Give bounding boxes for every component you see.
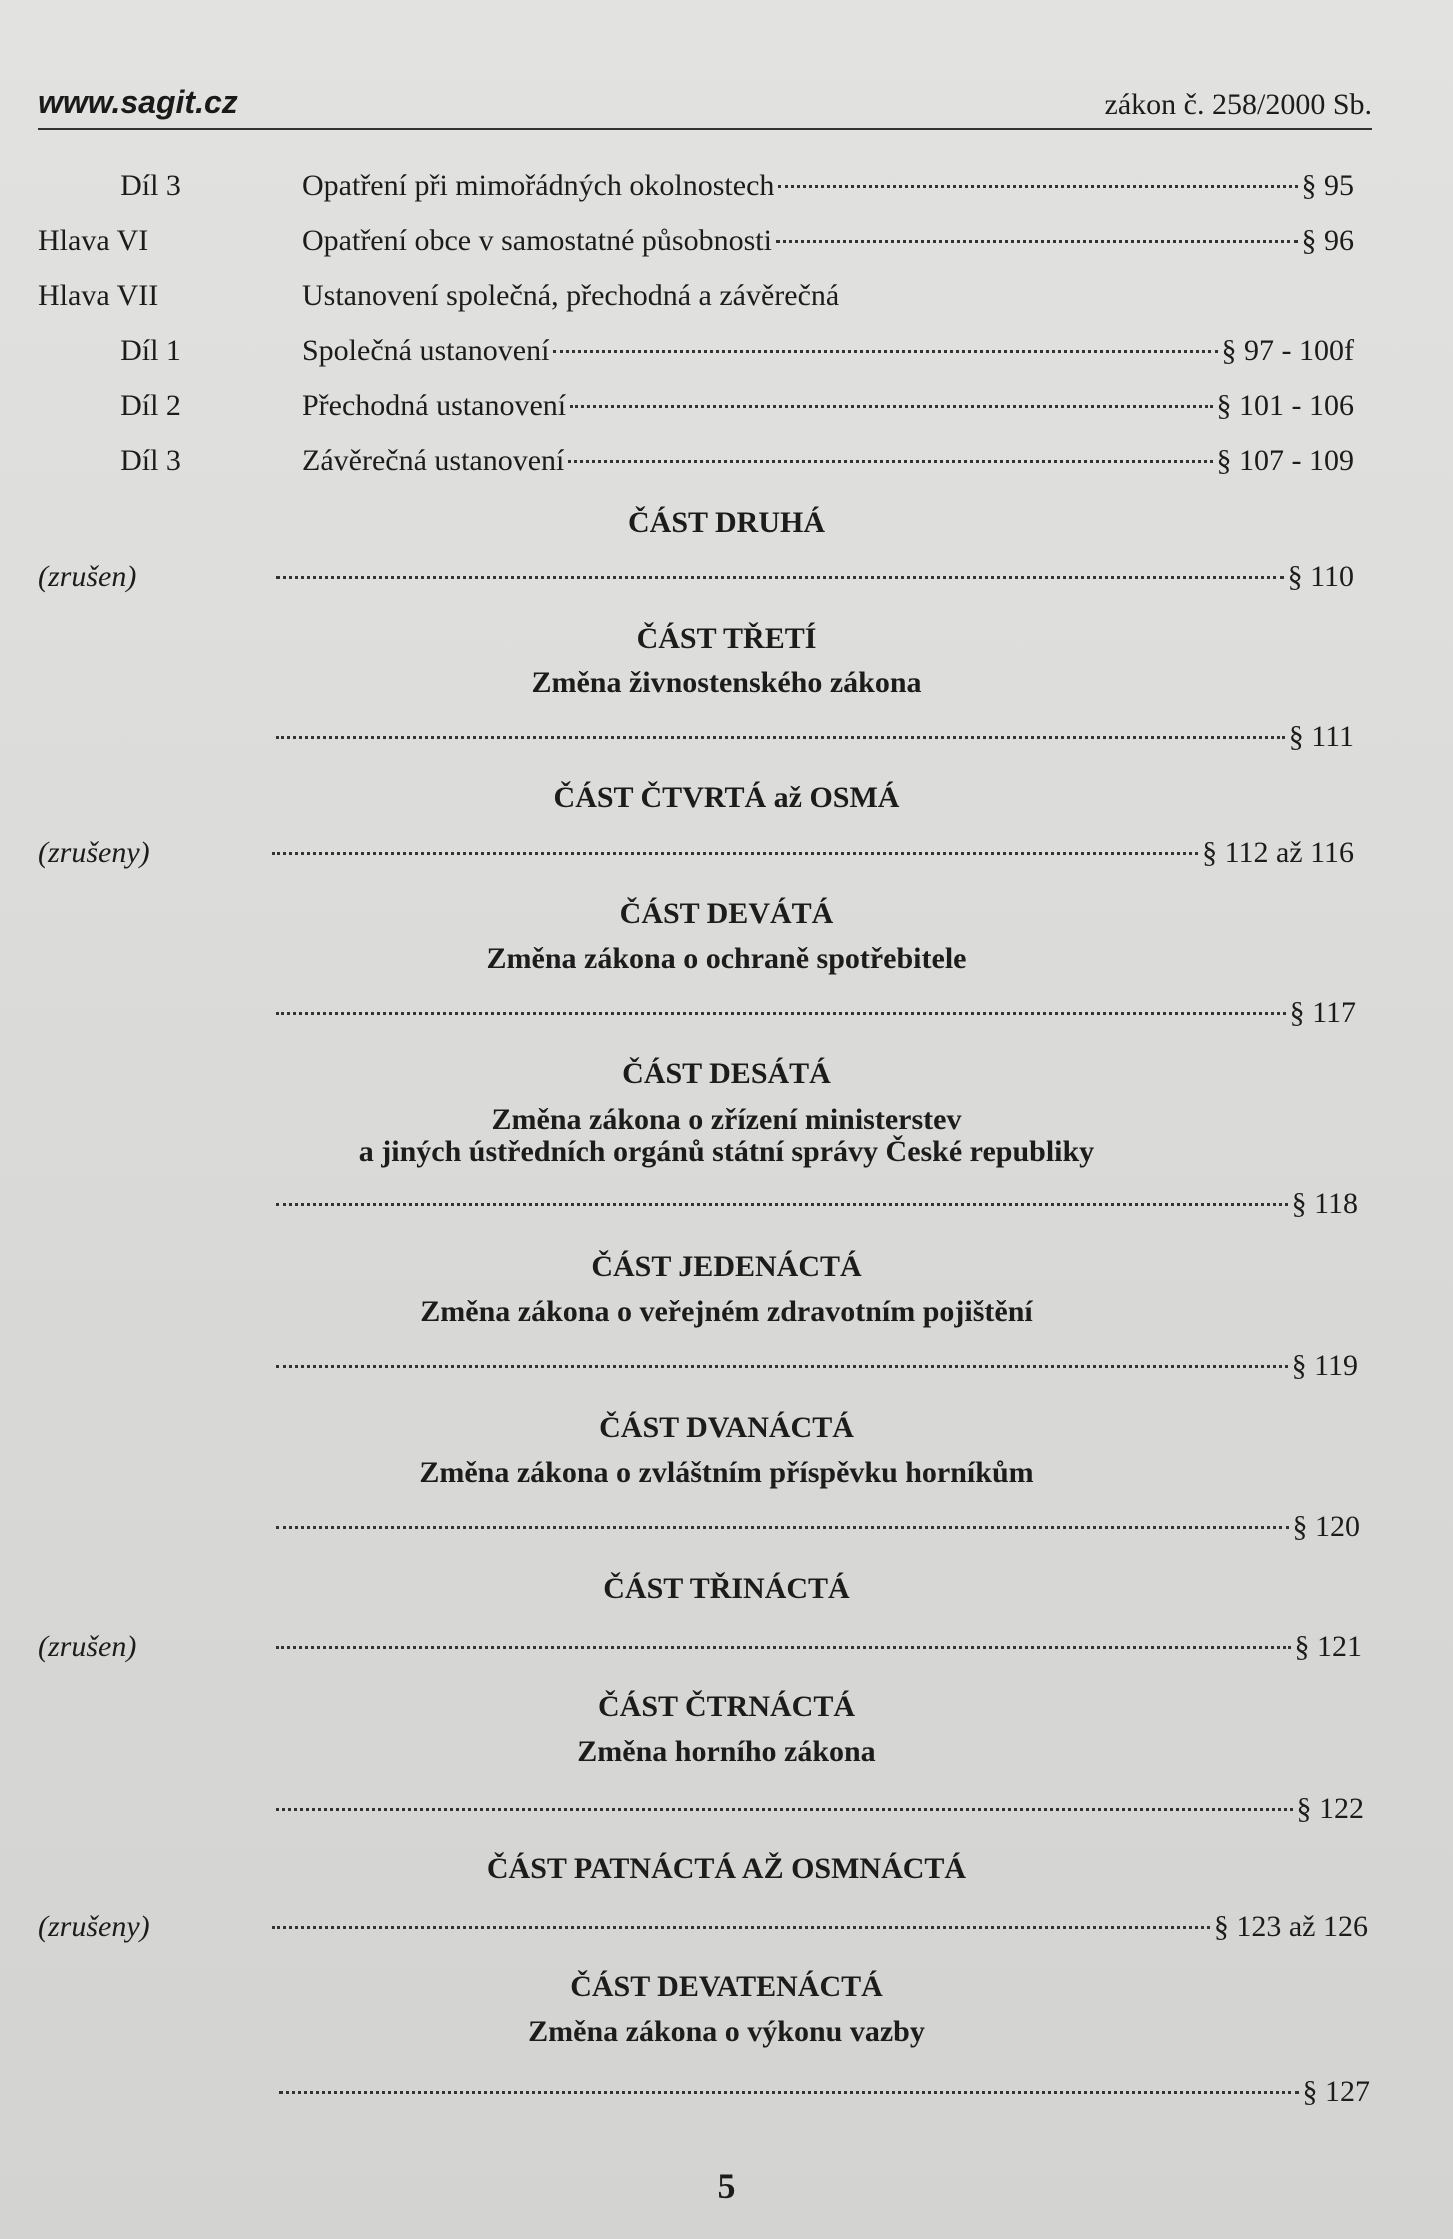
entry-line — [272, 993, 1356, 1033]
leader-dots — [568, 460, 1212, 463]
part-title: ČÁST JEDENÁCTÁ — [591, 1250, 862, 1283]
entry-line — [272, 1789, 1364, 1829]
site-url: www.sagit.cz — [38, 84, 238, 120]
part-title: ČÁST DESÁTÁ — [622, 1057, 831, 1090]
part-ref: § 127 — [1302, 2075, 1370, 2108]
law-number: zákon č. 258/2000 Sb. — [1104, 88, 1372, 121]
part-ref: § 117 — [1289, 996, 1356, 1029]
part-note: (zrušeny) — [38, 1910, 150, 1943]
entry-line — [302, 441, 1354, 481]
part-ref-line — [0, 1184, 1358, 1224]
leader-dots — [570, 405, 1212, 408]
entry-label: Díl 3 — [120, 444, 181, 477]
page-header — [38, 80, 1372, 130]
entry-line — [272, 1346, 1358, 1386]
part-subtitle: Změna zákona o zvláštním příspěvku horníkům — [419, 1456, 1034, 1489]
leader-dots — [276, 576, 1284, 579]
leader-dots — [272, 1926, 1210, 1929]
part-ref-line — [0, 993, 1356, 1033]
part-subtitle-line-2: a jiných ústředních orgánů státní správy České republiky — [358, 1135, 1095, 1168]
entry-line — [268, 1907, 1368, 1947]
part-ref-line — [0, 1507, 1360, 1547]
part-ref: § 118 — [1291, 1187, 1358, 1220]
part-ref-line — [0, 1907, 1368, 1947]
leader-dots — [553, 350, 1217, 353]
entry-line — [272, 717, 1354, 757]
entry-line — [268, 833, 1354, 873]
part-title: ČÁST PATNÁCTÁ AŽ OSMNÁCTÁ — [486, 1852, 967, 1885]
leader-dots — [276, 1808, 1293, 1811]
part-ref-line — [0, 1346, 1358, 1386]
part-ref: § 119 — [1291, 1349, 1358, 1382]
entry-line — [302, 331, 1354, 371]
entry-label: Díl 3 — [120, 169, 181, 202]
entry-line — [272, 1627, 1362, 1667]
part-ref-line — [0, 1627, 1362, 1667]
part-subtitle: Změna zákona o ochraně spotřebitele — [486, 942, 967, 975]
part-ref: § 112 až 116 — [1202, 836, 1354, 869]
part-note: (zrušen) — [38, 1630, 137, 1663]
leader-dots — [276, 1203, 1288, 1206]
part-title: ČÁST DRUHÁ — [628, 506, 825, 539]
leader-dots — [276, 736, 1285, 739]
part-subtitle: Změna živnostenského zákona — [531, 666, 922, 699]
entry-label: Hlava VI — [38, 224, 149, 257]
part-subtitle: Změna zákona o výkonu vazby — [528, 2015, 925, 2048]
leader-dots — [276, 1526, 1289, 1529]
part-title: ČÁST DEVÁTÁ — [619, 897, 834, 930]
entry-line — [302, 221, 1354, 261]
entry-text: Závěrečná ustanovení — [302, 444, 565, 477]
entry-line — [275, 2072, 1370, 2112]
entry-line — [302, 386, 1354, 426]
leader-dots — [279, 2091, 1299, 2094]
page-number: 5 — [717, 2166, 736, 2206]
entry-ref: § 95 — [1301, 169, 1354, 202]
entry-line — [272, 557, 1354, 597]
part-ref: § 123 až 126 — [1213, 1910, 1368, 1943]
entry-text: Přechodná ustanovení — [302, 389, 567, 422]
part-title: ČÁST TŘINÁCTÁ — [603, 1572, 850, 1605]
leader-dots — [276, 1012, 1286, 1015]
entry-ref: § 101 - 106 — [1216, 389, 1354, 422]
part-title: ČÁST ČTVRTÁ až OSMÁ — [553, 781, 900, 814]
leader-dots — [776, 240, 1298, 243]
part-ref-line — [0, 717, 1354, 757]
toc-entry — [38, 386, 1354, 426]
toc-entry — [38, 221, 1354, 261]
entry-label: Hlava VII — [38, 279, 159, 312]
part-ref: § 122 — [1296, 1792, 1364, 1825]
part-title: ČÁST DEVATENÁCTÁ — [570, 1970, 883, 2003]
part-title: ČÁST DVANÁCTÁ — [599, 1411, 854, 1444]
part-ref-line — [0, 557, 1354, 597]
part-ref-line — [0, 833, 1354, 873]
part-subtitle: Změna horního zákona — [577, 1735, 876, 1768]
entry-label: Díl 1 — [120, 334, 181, 367]
part-title: ČÁST ČTRNÁCTÁ — [598, 1690, 855, 1723]
part-note: (zrušeny) — [38, 836, 150, 869]
entry-ref: § 107 - 109 — [1216, 444, 1354, 477]
leader-dots — [272, 852, 1198, 855]
leader-dots — [276, 1646, 1291, 1649]
part-ref-line — [0, 2072, 1370, 2112]
part-ref: § 110 — [1287, 560, 1354, 593]
toc-entry — [38, 331, 1354, 371]
part-subtitle: Změna zákona o zřízení ministerstev — [491, 1103, 962, 1136]
entry-line — [272, 1184, 1358, 1224]
entry-text: Společná ustanovení — [302, 334, 550, 367]
part-note: (zrušen) — [38, 560, 137, 593]
leader-dots — [778, 185, 1297, 188]
entry-ref: § 96 — [1301, 224, 1354, 257]
entry-line — [302, 276, 1354, 316]
entry-ref: § 97 - 100f — [1221, 334, 1354, 367]
entry-line — [272, 1507, 1360, 1547]
part-ref-line — [0, 1789, 1364, 1829]
entry-text: Opatření obce v samostatné působnosti — [302, 224, 772, 257]
part-title: ČÁST TŘETÍ — [636, 622, 817, 655]
entry-text: Opatření při mimořádných okolnostech — [302, 169, 775, 202]
toc-entry — [38, 276, 1354, 316]
entry-line — [302, 166, 1354, 206]
part-subtitle: Změna zákona o veřejném zdravotním pojištění — [420, 1295, 1033, 1328]
part-ref: § 121 — [1294, 1630, 1362, 1663]
toc-entry — [38, 441, 1354, 481]
entry-text: Ustanovení společná, přechodná a závěrečná — [302, 279, 840, 312]
toc-entry — [38, 166, 1354, 206]
entry-label: Díl 2 — [120, 389, 181, 422]
part-ref: § 120 — [1292, 1510, 1360, 1543]
leader-dots — [276, 1365, 1288, 1368]
part-ref: § 111 — [1288, 720, 1354, 753]
